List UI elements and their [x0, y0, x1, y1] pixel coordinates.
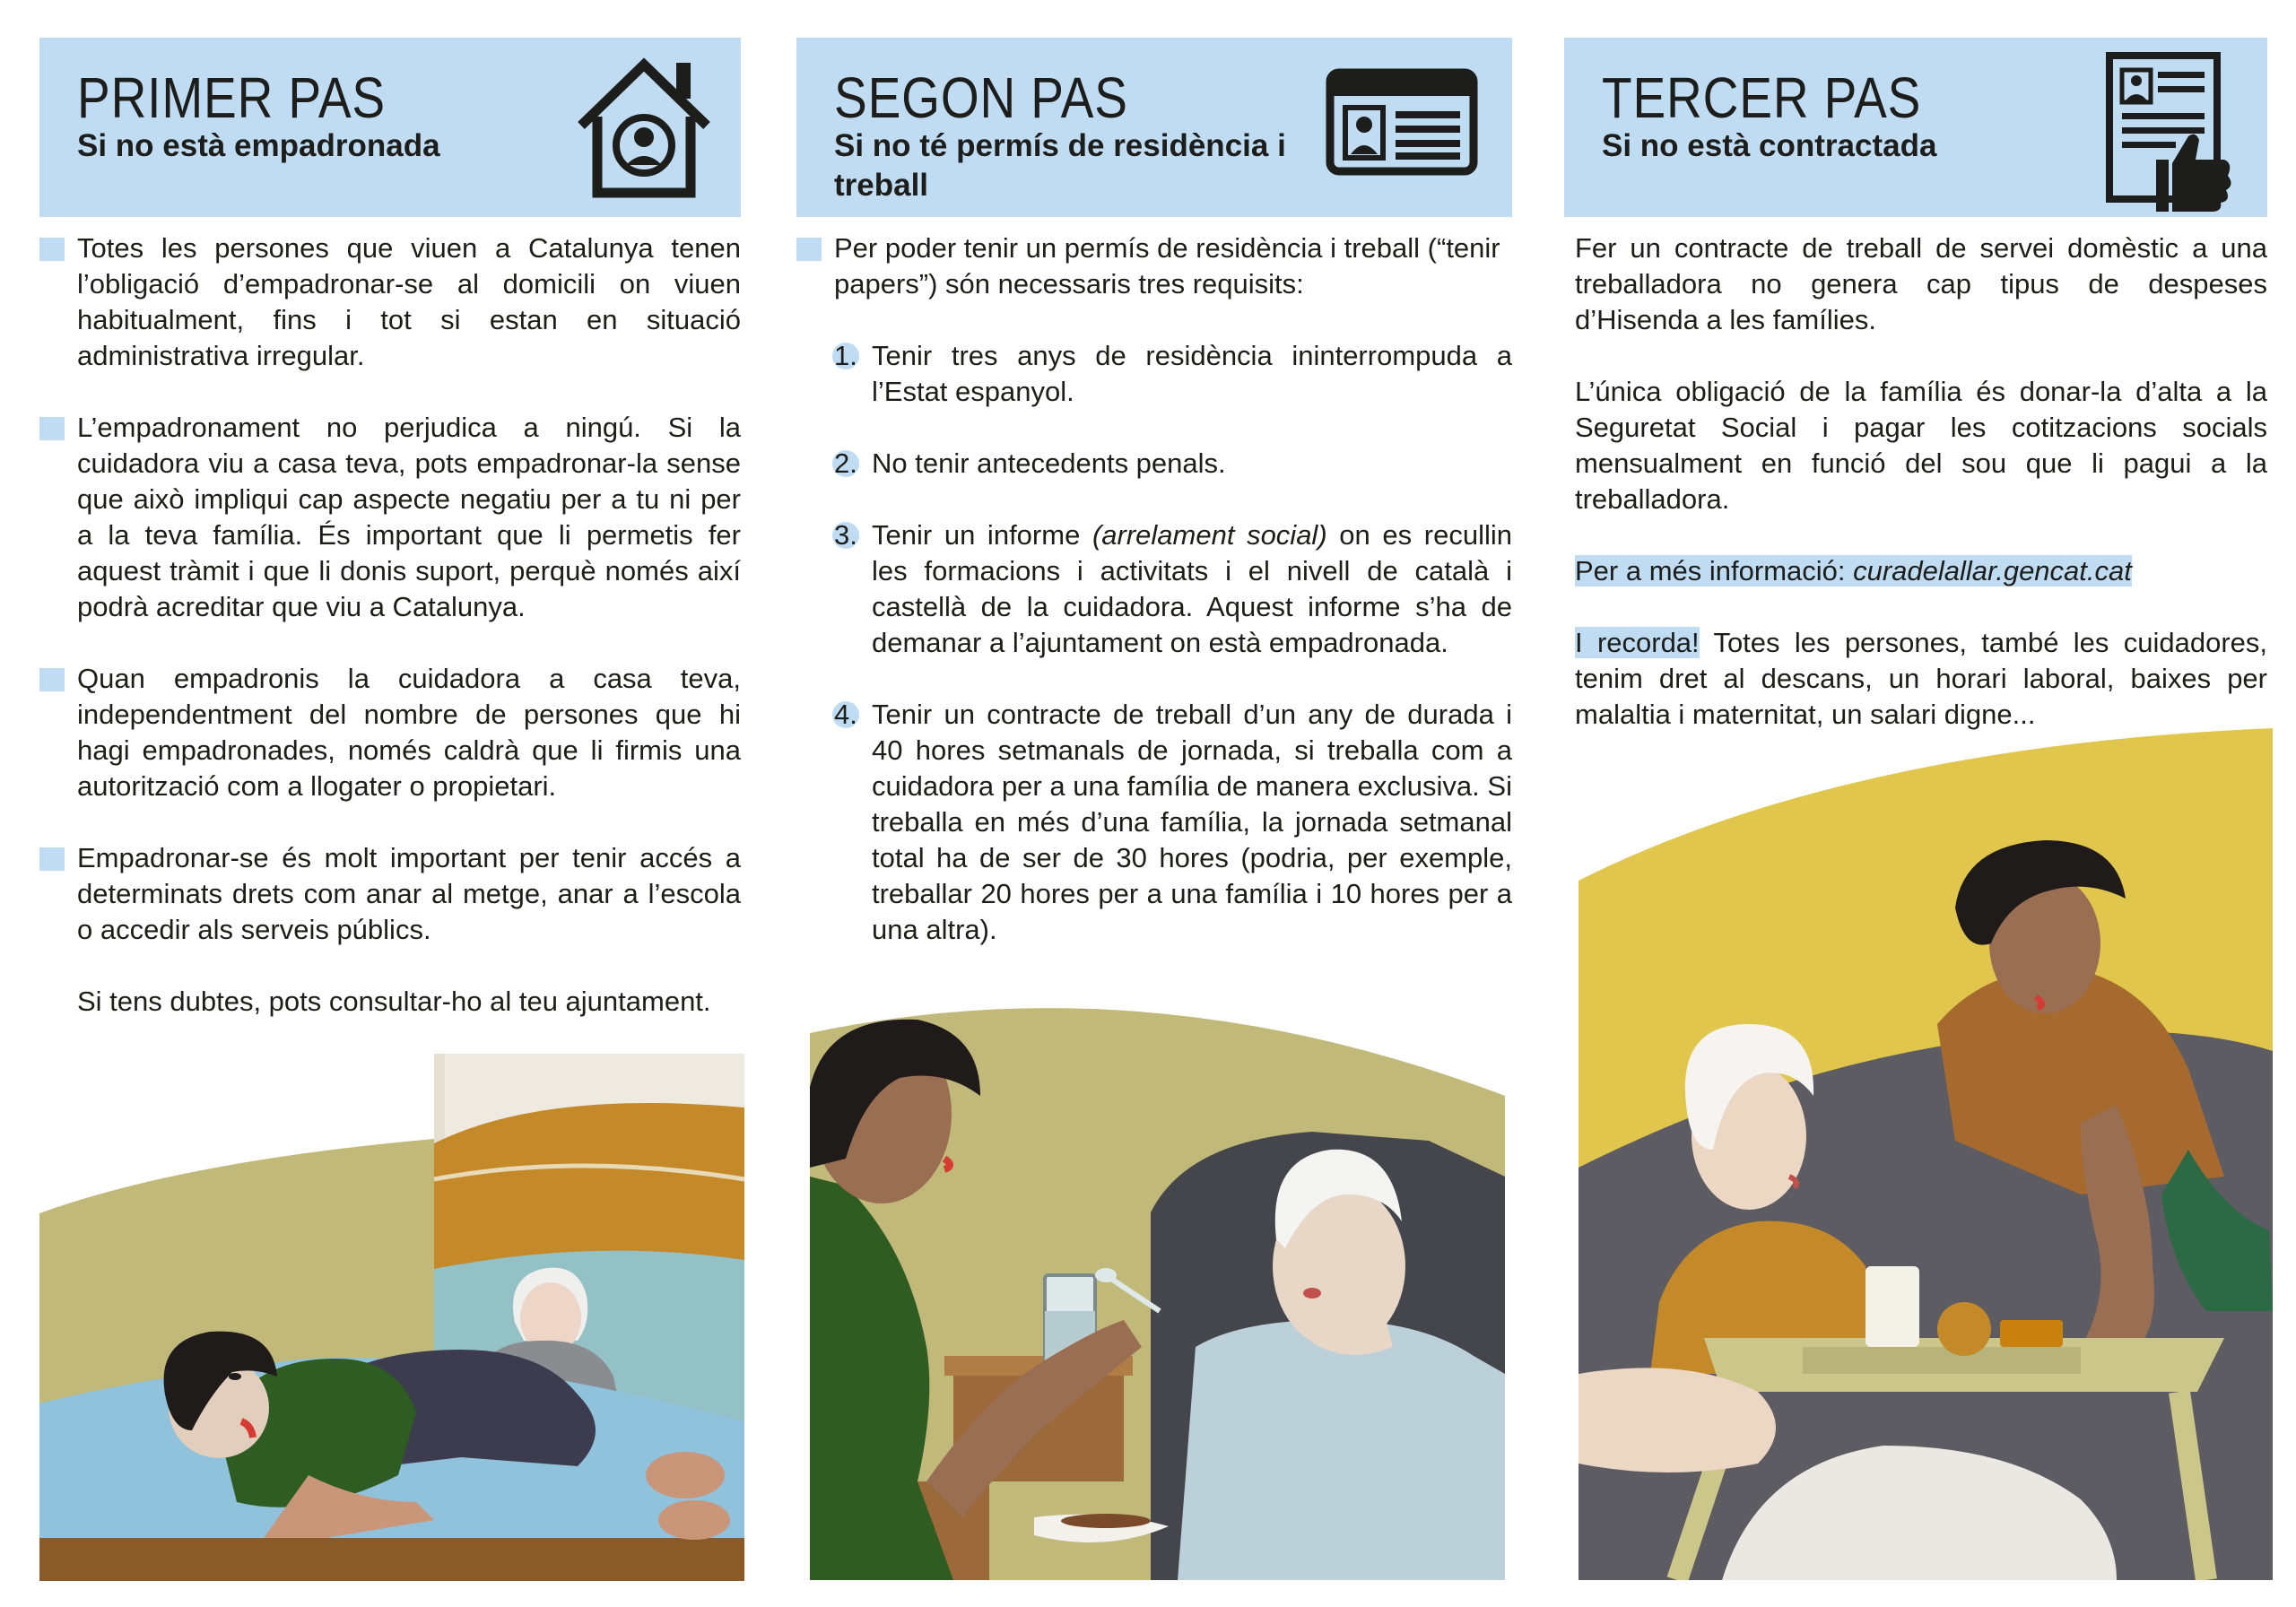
requirement-item: [796, 446, 1512, 482]
item-text: Tenir tres anys de residència ininterrompuda a l’Estat espanyol.: [872, 340, 1512, 407]
item-text: Tenir un informe: [872, 519, 1092, 551]
remember-note: [1575, 625, 2267, 733]
step-subtitle: Si no està contractada: [1602, 128, 1937, 163]
contract-thumbs-up-icon: [2102, 50, 2237, 221]
more-info-highlight: [1575, 555, 2132, 586]
closing-note: Si tens dubtes, pots consultar-ho al teu ajuntament.: [77, 986, 711, 1017]
id-card-icon: [1326, 68, 1478, 176]
remember-label: I recorda!: [1575, 627, 1700, 658]
item-number: 3.: [834, 517, 857, 553]
illustration-caregiver-serving-tray: [1578, 728, 2273, 1580]
paragraph: Empadronar-se és molt important per tenir accés a determinats drets com anar al metge, anar a l’escola o accedir als serveis públics.: [39, 840, 741, 948]
step-title: PRIMER PAS: [77, 65, 386, 130]
illustration-caregiver-feeding: [810, 979, 1505, 1580]
step-header: [39, 38, 741, 217]
step-header: [1564, 38, 2267, 217]
step-body: [1575, 230, 2267, 769]
column-tercer-pas: [1564, 38, 2267, 1580]
item-text: Tenir un contracte de treball d’un any de durada i 40 hores setmanals de jornada, si treballa com a cuidadora per a una família de manera exclusiva. Si treballa en més d’una família, la jornada setmanal total ha de ser de 30 hores (podria, per exemple, treballar 20 hores per a una família i 10 hores per a una altra).: [872, 699, 1512, 945]
item-number: 2.: [834, 446, 857, 482]
step-subtitle: Si no té permís de residència i treball: [834, 128, 1286, 203]
paragraph: L’empadronament no perjudica a ningú. Si la cuidadora viu a casa teva, pots empadronar-la sense que això impliqui cap aspecte negatiu per a tu ni per a la teva família. És important que li permetis fer aquest tràmit i que li donis suport, perquè només així podrà acreditar que viu a Catalunya.: [39, 410, 741, 625]
more-info: [1575, 553, 2267, 589]
house-person-icon: [572, 54, 716, 202]
step-body: [796, 230, 1512, 984]
remember-text: Totes les persones, també les cuidadores, tenim dret al descans, un horari laboral, baixes per malaltia i maternitat, un salari digne...: [1575, 627, 2267, 730]
step-subtitle: Si no està empadronada: [77, 128, 440, 163]
column-primer-pas: [39, 38, 741, 1580]
requirement-item: [796, 697, 1512, 948]
paragraph: Totes les persones que viuen a Catalunya tenen l’obligació d’empadronar-se al domicili on viuen habitualment, fins i tot si estan en situació administrativa irregular.: [39, 230, 741, 374]
item-number: 1.: [834, 338, 857, 374]
paragraph: Quan empadronis la cuidadora a casa teva, independentment del nombre de persones que hi hagi empadronades, només caldrà que li firmis una autorització com a llogater o propietari.: [39, 661, 741, 804]
step-title: SEGON PAS: [834, 65, 1128, 130]
column-segon-pas: [796, 38, 1512, 1580]
paragraph: L’única obligació de la família és donar-la d’alta a la Seguretat Social i pagar les cotitzacions socials mensualment en funció del sou que li pagui a la treballadora.: [1575, 376, 2267, 515]
more-info-link[interactable]: curadelallar.gencat.cat: [1853, 555, 2132, 586]
requirement-item: [796, 338, 1512, 410]
item-number: 4.: [834, 697, 857, 733]
item-emphasis: (arrelament social): [1091, 519, 1327, 551]
intro-paragraph: Per poder tenir un permís de residència i treball (“tenir papers”) són necessaris tres requisits:: [796, 230, 1512, 302]
step-title: TERCER PAS: [1602, 65, 1922, 130]
item-text: No tenir antecedents penals.: [872, 447, 1226, 479]
step-body: [39, 230, 741, 1055]
illustration-caregiver-resting: [39, 1054, 744, 1581]
paragraph: Fer un contracte de treball de servei domèstic a una treballadora no genera cap tipus de despeses d’Hisenda a les famílies.: [1575, 232, 2267, 335]
step-header: [796, 38, 1512, 217]
item-text: on es recullin les formacions i activitats i el nivell de català i castellà de la cuidadora. Aquest informe s’ha de demanar a l’ajuntament on està empadronada.: [872, 519, 1512, 658]
more-info-label: Per a més informació:: [1575, 555, 1854, 586]
requirement-item: [796, 517, 1512, 661]
